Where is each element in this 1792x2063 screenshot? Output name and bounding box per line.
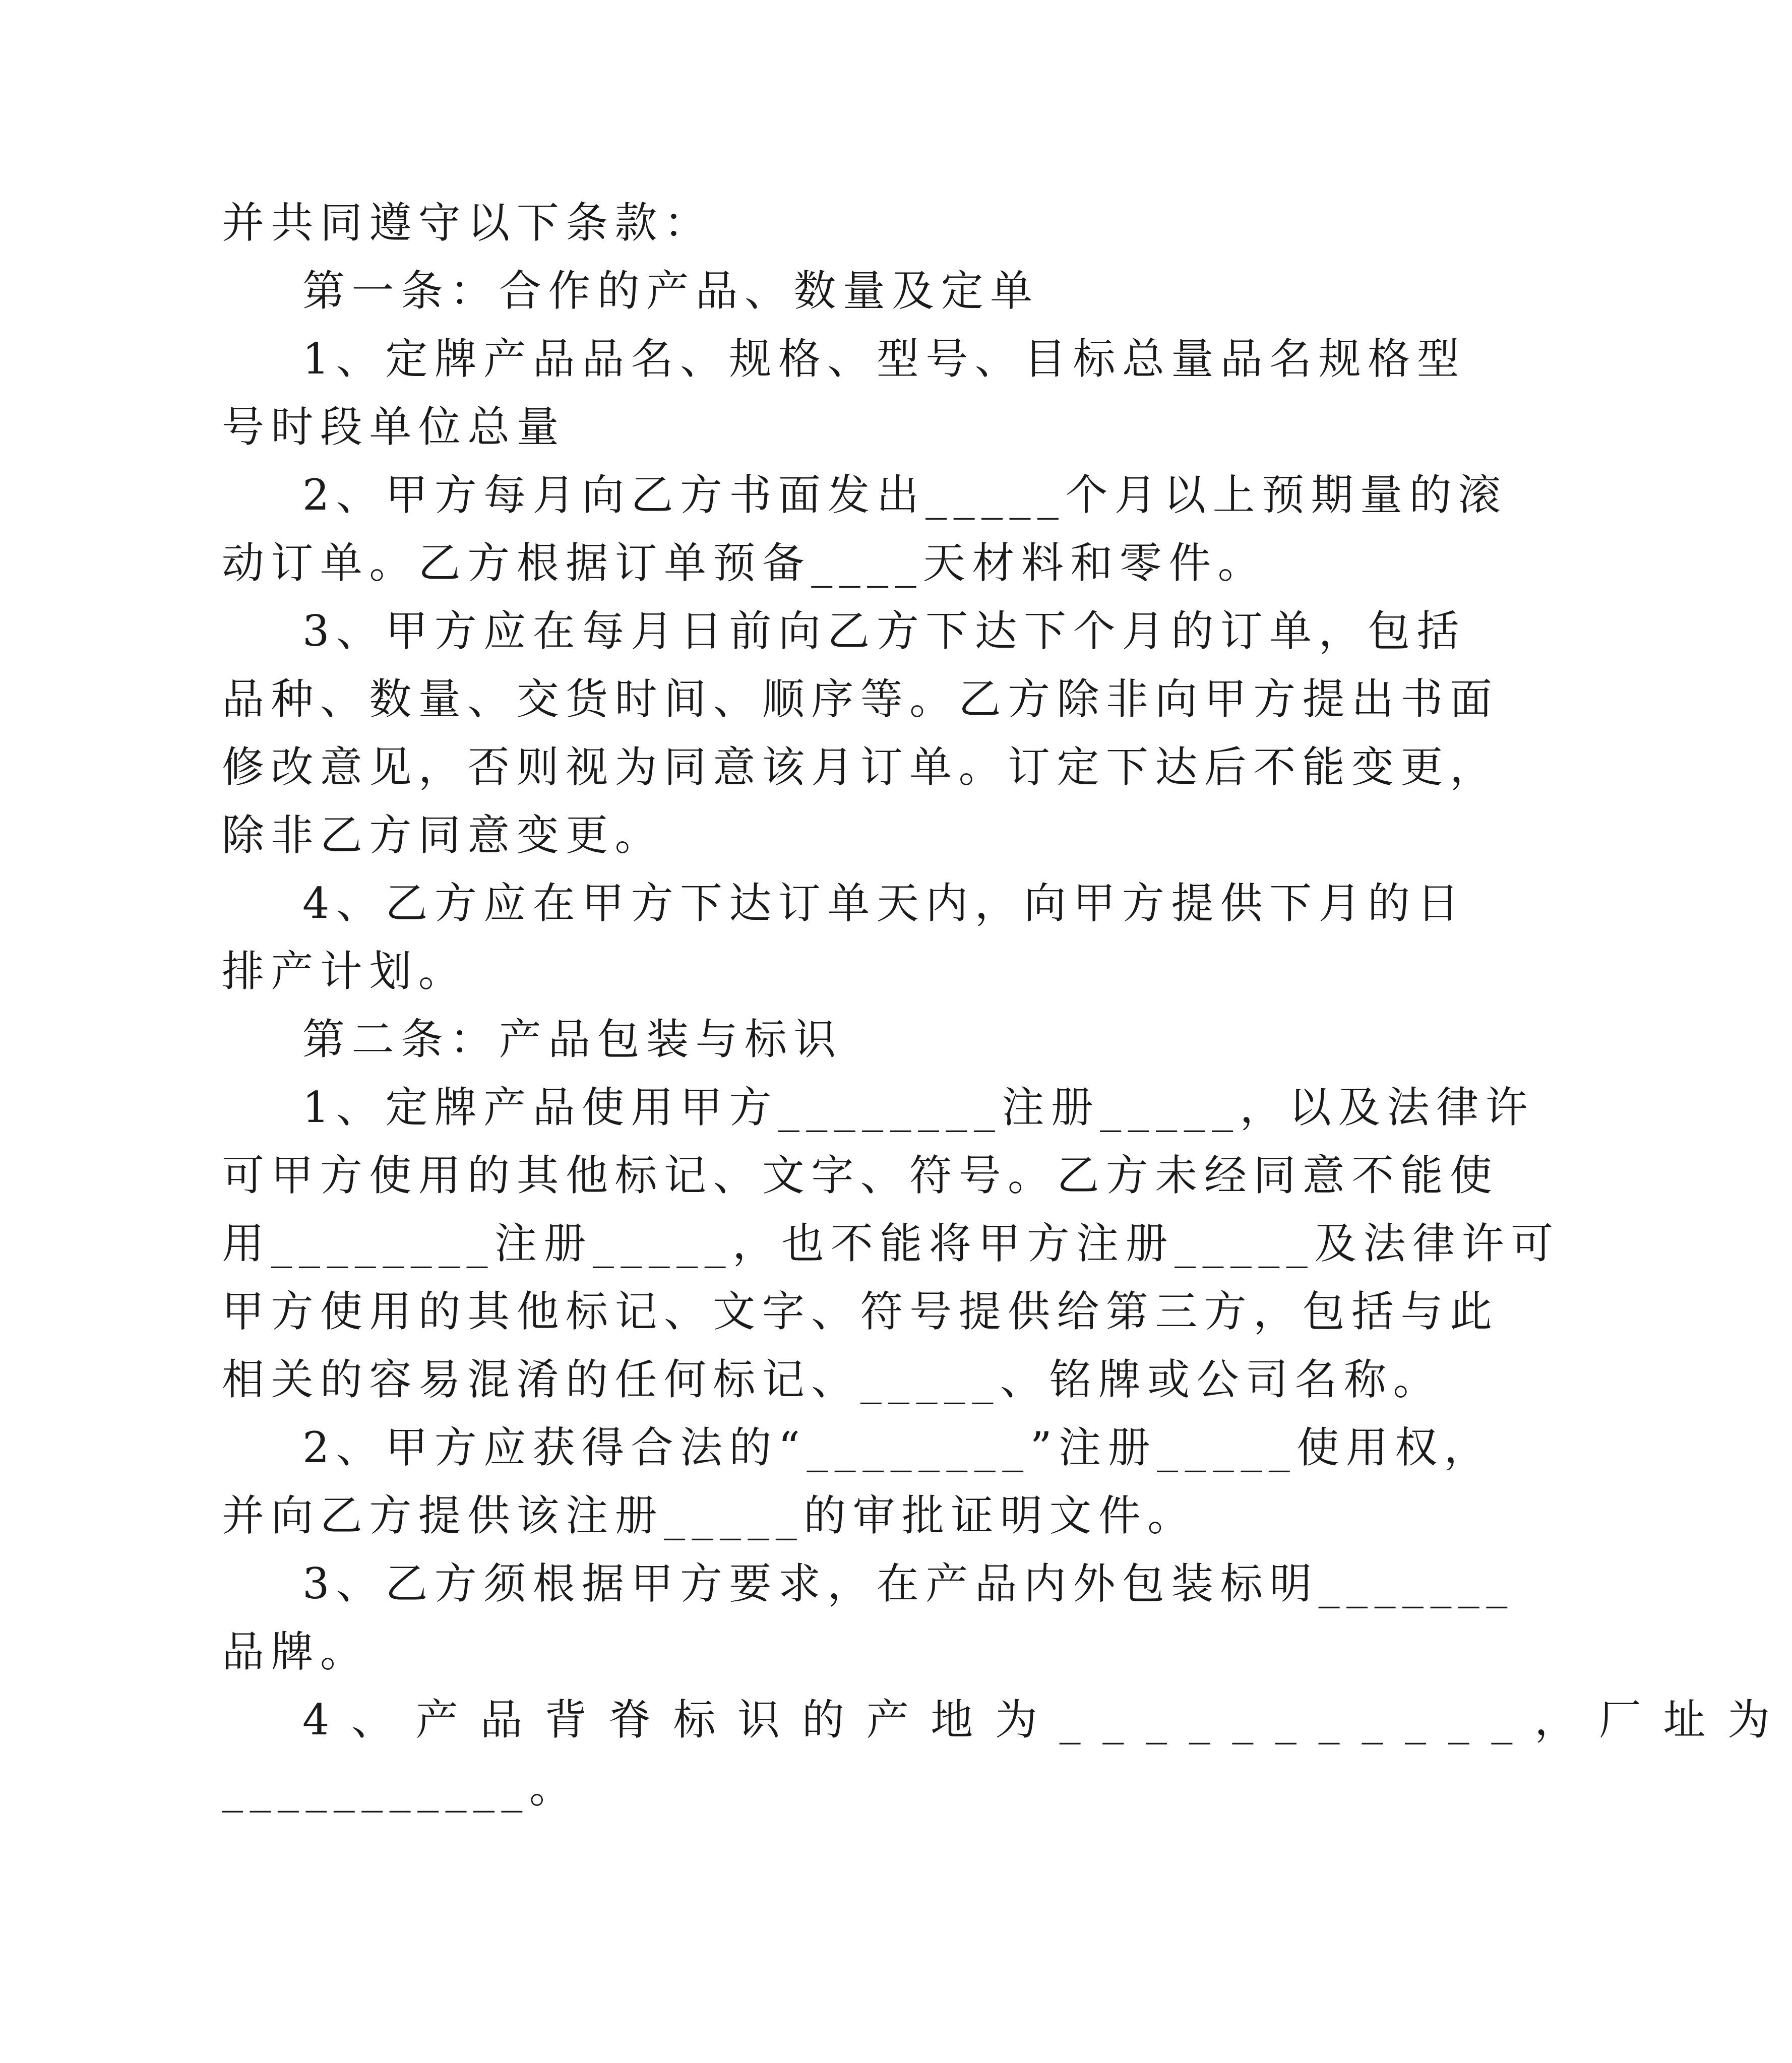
text-line-3: 1、定牌产品品名、规格、型号、目标总量品名规格型 (302, 334, 1466, 384)
text-line-10: 除非乙方同意变更。 (222, 810, 664, 860)
text-line-4: 号时段单位总量 (222, 402, 566, 452)
text-line-15: 可甲方使用的其他标记、文字、符号。乙方未经同意不能使 (222, 1151, 1499, 1200)
text-line-19: 2、甲方应获得合法的“________”注册_____使用权， (302, 1423, 1493, 1472)
text-line-12: 排产计划。 (222, 947, 468, 996)
text-line-20: 并向乙方提供该注册_____的审批证明文件。 (222, 1491, 1197, 1540)
text-line-7: 3、甲方应在每月日前向乙方下达下个月的订单，包括 (302, 606, 1466, 656)
article-2-heading: 第二条：产品包装与标识 (302, 1015, 843, 1064)
article-1-heading: 第一条：合作的产品、数量及定单 (302, 266, 1039, 316)
text-line-6: 动订单。乙方根据订单预备____天材料和零件。 (222, 538, 1267, 588)
text-line-18: 相关的容易混淆的任何标记、_____、铭牌或公司名称。 (222, 1355, 1442, 1404)
text-line-14: 1、定牌产品使用甲方________注册_____，以及法律许 (302, 1083, 1535, 1132)
text-line-1: 并共同遵守以下条款： (222, 198, 713, 247)
text-line-9: 修改意见，否则视为同意该月订单。订定下达后不能变更， (222, 742, 1499, 792)
text-line-8: 品种、数量、交货时间、顺序等。乙方除非向甲方提出书面 (222, 674, 1499, 724)
text-line-22: 品牌。 (222, 1627, 369, 1676)
text-line-17: 甲方使用的其他标记、文字、符号提供给第三方，包括与此 (222, 1287, 1499, 1336)
text-line-23: 4、产品背脊标识的产地为___________，厂址为 (302, 1695, 1792, 1744)
text-line-16: 用________注册_____，也不能将甲方注册_____及法律许可 (222, 1219, 1560, 1268)
text-line-24: ___________。 (222, 1763, 579, 1812)
text-line-21: 3、乙方须根据甲方要求，在产品内外包装标明_______ (302, 1559, 1514, 1608)
text-line-5: 2、甲方每月向乙方书面发出_____个月以上预期量的滚 (302, 470, 1508, 520)
text-line-11: 4、乙方应在甲方下达订单天内，向甲方提供下月的日 (302, 879, 1466, 928)
